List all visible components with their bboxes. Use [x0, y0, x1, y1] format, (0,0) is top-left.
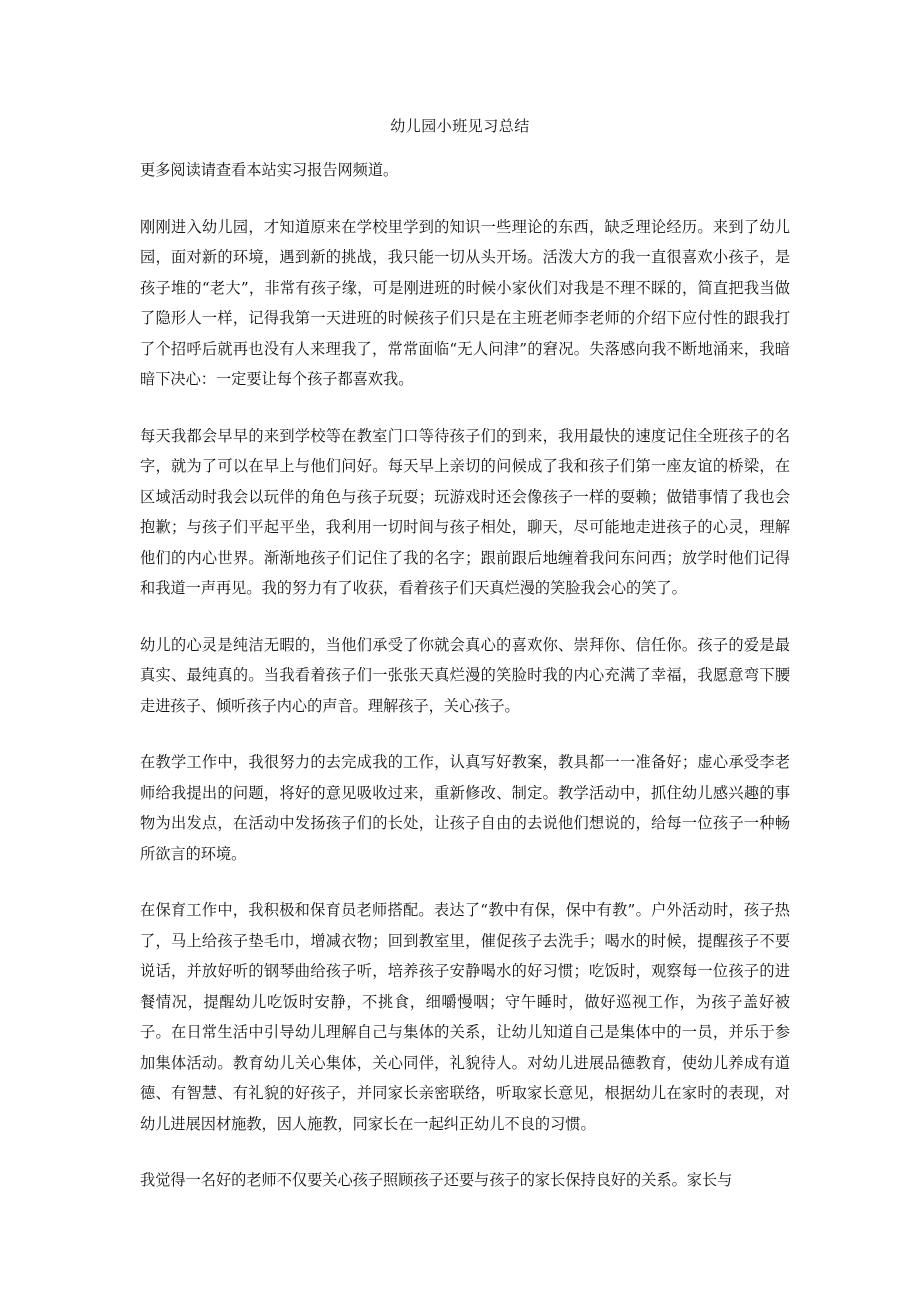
paragraph-3: 幼儿的心灵是纯洁无暇的，当他们承受了你就会真心的喜欢你、崇拜你、信任你。孩子的爱是最真实、最纯真的。当我看着孩子们一张张天真烂漫的笑脸时我的内心充满了幸福，我愿意弯下腰走进孩子、倾听孩子内心的声音。理解孩子，关心孩子。	[140, 635, 790, 715]
document-body	[140, 155, 790, 1222]
intro-paragraph: 更多阅读请查看本站实习报告网频道。	[140, 161, 399, 179]
paragraph-4: 在教学工作中，我很努力的去完成我的工作，认真写好教案，教具都一一准备好；虚心承受李老师给我提出的问题，将好的意见吸收过来，重新修改、制定。教学活动中，抓住幼儿感兴趣的事物为出发点，在活动中发扬孩子们的长处，让孩子自由的去说他们想说的，给每一位孩子一种畅所欲言的环境。	[140, 753, 790, 863]
paragraph-2: 每天我都会早早的来到学校等在教室门口等待孩子们的到来，我用最快的速度记住全班孩子的名字，就为了可以在早上与他们问好。每天早上亲切的问候成了我和孩子们第一座友谊的桥梁，在区域活动时我会以玩伴的角色与孩子玩耍；玩游戏时还会像孩子一样的耍赖；做错事情了我也会抱歉；与孩子们平起平坐，我利用一切时间与孩子相处，聊天，尽可能地走进孩子的心灵，理解他们的内心世界。渐渐地孩子们记住了我的名字；跟前跟后地缠着我问东问西；放学时他们记得和我道一声再见。我的努力有了收获，看着孩子们天真烂漫的笑脸我会心的笑了。	[140, 426, 790, 597]
document-title: 幼儿园小班见习总结	[390, 117, 530, 135]
paragraph-5: 在保育工作中，我积极和保育员老师搭配。表达了“教中有保，保中有教”。户外活动时，孩子热了，马上给孩子垫毛巾，增减衣物；回到教室里，催促孩子去洗手；喝水的时候，提醒孩子不要说话，并放好听的钢琴曲给孩子听，培养孩子安静喝水的好习惯；吃饭时，观察每一位孩子的进餐情况，提醒幼儿吃饭时安静，不挑食，细嚼慢咽；守午睡时，做好巡视工作，为孩子盖好被子。在日常生活中引导幼儿理解自己与集体的关系，让幼儿知道自己是集体中的一员，并乐于参加集体活动。教育幼儿关心集体，关心同伴，礼貌待人。对幼儿进展品德教育，使幼儿养成有道德、有智慧、有礼貌的好孩子，并同家长亲密联络，听取家长意见，根据幼儿在家时的表现，对幼儿进展因材施教，因人施教，同家长在一起纠正幼儿不良的习惯。	[140, 901, 790, 1133]
paragraph-1: 刚刚进入幼儿园，才知道原来在学校里学到的知识一些理论的东西，缺乏理论经历。来到了幼儿园，面对新的环境，遇到新的挑战，我只能一切从头开场。活泼大方的我一直很喜欢小孩子，是孩子堆的“老大”，非常有孩子缘，可是刚进班的时候小家伙们对我是不理不睬的，简直把我当做了隐形人一样，记得我第一天进班的时候孩子们只是在主班老师李老师的介绍下应付性的跟我打了个招呼后就再也没有人来理我了，常常面临“无人问津”的窘况。失落感向我不断地涌来，我暗暗下决心：一定要让每个孩子都喜欢我。	[140, 217, 790, 388]
paragraph-6: 我觉得一名好的老师不仅要关心孩子照顾孩子还要与孩子的家长保持良好的关系。家长与	[140, 1171, 733, 1189]
